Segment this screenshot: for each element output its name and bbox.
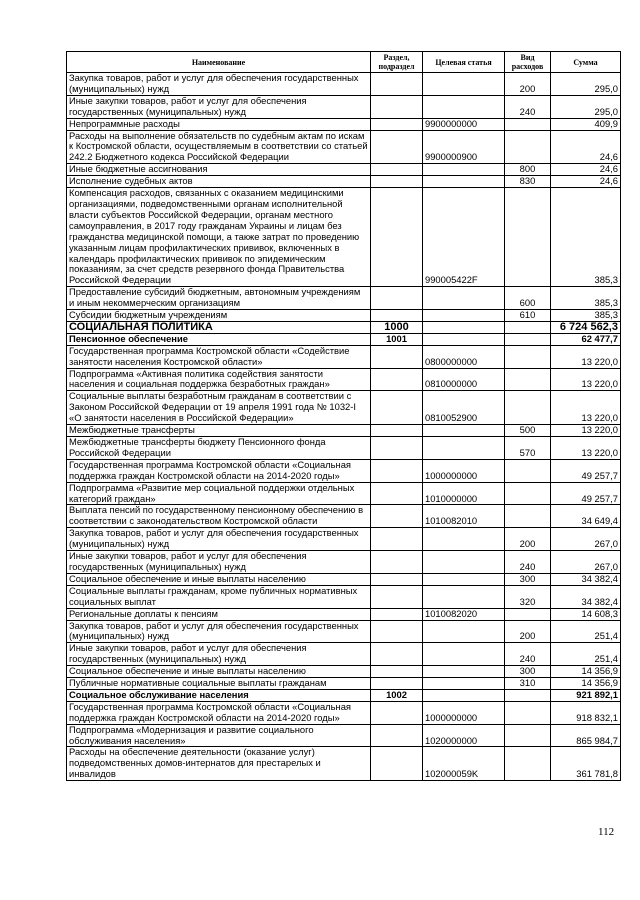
table-row — [67, 724, 621, 747]
row-name-cell: Подпрограмма «Модернизация и развитие социального обслуживания населения» — [67, 724, 371, 747]
row-kind-cell: 200 — [505, 620, 551, 643]
row-name-cell: Исполнение судебных актов — [67, 176, 371, 188]
row-name-cell: Выплата пенсий по государственному пенсионному обеспечению в соответствии с законодательством Костромской области — [67, 505, 371, 528]
row-section-cell — [371, 505, 423, 528]
row-name-cell: Иные закупки товаров, работ и услуг для обеспечения государственных (муниципальных) нужд — [67, 643, 371, 666]
table-row — [67, 118, 621, 130]
row-kind-cell: 800 — [505, 164, 551, 176]
table-body — [67, 73, 621, 781]
row-section-cell — [371, 482, 423, 505]
row-sum-cell: 267,0 — [551, 528, 621, 551]
row-section-cell — [371, 459, 423, 482]
row-target-cell — [423, 321, 505, 333]
row-target-cell — [423, 333, 505, 345]
row-name-cell: Иные бюджетные ассигнования — [67, 164, 371, 176]
row-target-cell — [423, 310, 505, 322]
row-section-cell — [371, 643, 423, 666]
table-row — [67, 391, 621, 425]
row-name-cell: Непрограммные расходы — [67, 118, 371, 130]
table-row — [67, 585, 621, 608]
row-section-cell — [371, 678, 423, 690]
row-section-cell — [371, 528, 423, 551]
row-sum-cell: 921 892,1 — [551, 689, 621, 701]
row-target-cell — [423, 678, 505, 690]
row-kind-cell — [505, 368, 551, 391]
row-sum-cell: 267,0 — [551, 551, 621, 574]
row-name-cell: Иные закупки товаров, работ и услуг для обеспечения государственных (муниципальных) нужд — [67, 551, 371, 574]
table-row — [67, 287, 621, 310]
table-row — [67, 747, 621, 781]
row-sum-cell: 62 477,7 — [551, 333, 621, 345]
row-target-cell: 1020000000 — [423, 724, 505, 747]
row-section-cell — [371, 176, 423, 188]
row-target-cell — [423, 164, 505, 176]
table-row — [67, 164, 621, 176]
row-name-cell: СОЦИАЛЬНАЯ ПОЛИТИКА — [67, 321, 371, 333]
row-kind-cell — [505, 608, 551, 620]
row-kind-cell — [505, 345, 551, 368]
row-target-cell: 1000000000 — [423, 459, 505, 482]
row-sum-cell: 385,3 — [551, 287, 621, 310]
row-target-cell — [423, 620, 505, 643]
row-sum-cell: 13 220,0 — [551, 368, 621, 391]
row-kind-cell: 200 — [505, 528, 551, 551]
table-row — [67, 643, 621, 666]
row-target-cell — [423, 689, 505, 701]
row-target-cell: 1010082020 — [423, 608, 505, 620]
row-name-cell: Предоставление субсидий бюджетным, автономным учреждениям и иным некоммерческим организациям — [67, 287, 371, 310]
row-kind-cell: 300 — [505, 666, 551, 678]
table-row — [67, 689, 621, 701]
row-name-cell: Пенсионное обеспечение — [67, 333, 371, 345]
row-kind-cell — [505, 391, 551, 425]
row-kind-cell — [505, 333, 551, 345]
row-sum-cell: 14 608,3 — [551, 608, 621, 620]
row-target-cell — [423, 551, 505, 574]
row-name-cell: Государственная программа Костромской области «Социальная поддержка граждан Костромской области на 2014-2020 годы» — [67, 459, 371, 482]
row-kind-cell — [505, 747, 551, 781]
row-kind-cell: 200 — [505, 73, 551, 96]
row-kind-cell — [505, 118, 551, 130]
row-kind-cell: 500 — [505, 425, 551, 437]
table-row — [67, 505, 621, 528]
row-sum-cell: 385,3 — [551, 188, 621, 287]
row-name-cell: Подпрограмма «Развитие мер социальной поддержки отдельных категорий граждан» — [67, 482, 371, 505]
table-row — [67, 459, 621, 482]
row-kind-cell: 600 — [505, 287, 551, 310]
row-kind-cell — [505, 724, 551, 747]
row-name-cell: Расходы на обеспечение деятельности (оказание услуг) подведомственных домов-интернатов для престарелых и инвалидов — [67, 747, 371, 781]
row-name-cell: Компенсация расходов, связанных с оказанием медицинскими организациями, подведомственными органам исполнительной власти субъектов Российской Федерации, органам местного самоуправления, в 2017 году гражданам Украины и лицам без гражданства медицинской помощи, а также затрат по проведению указанным лицам профилактических прививок, включенных в календарь профилактических прививок по эпидемическим показаниям, за счет средств резервного фонда Правительства Российской Федерации — [67, 188, 371, 287]
row-section-cell — [371, 391, 423, 425]
row-name-cell: Закупка товаров, работ и услуг для обеспечения государственных (муниципальных) нужд — [67, 620, 371, 643]
row-sum-cell: 24,6 — [551, 176, 621, 188]
row-sum-cell: 295,0 — [551, 95, 621, 118]
row-section-cell — [371, 164, 423, 176]
row-target-cell — [423, 585, 505, 608]
table-row — [67, 73, 621, 96]
row-section-cell — [371, 345, 423, 368]
row-kind-cell — [505, 188, 551, 287]
row-section-cell — [371, 701, 423, 724]
row-section-cell: 1001 — [371, 333, 423, 345]
row-kind-cell — [505, 321, 551, 333]
row-name-cell: Межбюджетные трансферты бюджету Пенсионного фонда Российской Федерации — [67, 437, 371, 460]
row-kind-cell — [505, 701, 551, 724]
row-section-cell — [371, 620, 423, 643]
header-kind: Вид расходов — [505, 52, 551, 73]
row-target-cell: 9900000000 — [423, 118, 505, 130]
row-target-cell: 102000059K — [423, 747, 505, 781]
header-sum: Сумма — [551, 52, 621, 73]
table-row — [67, 188, 621, 287]
table-row — [67, 425, 621, 437]
row-name-cell: Социальное обслуживание населения — [67, 689, 371, 701]
row-kind-cell: 310 — [505, 678, 551, 690]
table-row — [67, 551, 621, 574]
row-name-cell: Государственная программа Костромской области «Социальная поддержка граждан Костромской области на 2014-2020 годы» — [67, 701, 371, 724]
row-target-cell — [423, 425, 505, 437]
row-name-cell: Подпрограмма «Активная политика содействия занятости населения и социальная поддержка безработных граждан» — [67, 368, 371, 391]
row-sum-cell: 24,6 — [551, 164, 621, 176]
row-kind-cell: 240 — [505, 95, 551, 118]
row-target-cell — [423, 528, 505, 551]
row-target-cell — [423, 95, 505, 118]
row-section-cell — [371, 95, 423, 118]
row-target-cell: 9900000900 — [423, 130, 505, 164]
row-name-cell: Государственная программа Костромской области «Содействие занятости населения Костромской области» — [67, 345, 371, 368]
row-sum-cell: 251,4 — [551, 643, 621, 666]
row-target-cell — [423, 73, 505, 96]
row-target-cell — [423, 643, 505, 666]
row-sum-cell: 13 220,0 — [551, 345, 621, 368]
row-name-cell: Социальные выплаты гражданам, кроме публичных нормативных социальных выплат — [67, 585, 371, 608]
table-row — [67, 482, 621, 505]
row-kind-cell: 320 — [505, 585, 551, 608]
row-sum-cell: 34 649,4 — [551, 505, 621, 528]
row-sum-cell: 361 781,8 — [551, 747, 621, 781]
row-kind-cell: 240 — [505, 551, 551, 574]
row-kind-cell: 570 — [505, 437, 551, 460]
budget-table — [66, 51, 621, 781]
table-row — [67, 573, 621, 585]
table-row — [67, 310, 621, 322]
row-sum-cell: 251,4 — [551, 620, 621, 643]
table-row — [67, 176, 621, 188]
row-sum-cell: 34 382,4 — [551, 573, 621, 585]
row-target-cell: 0800000000 — [423, 345, 505, 368]
row-section-cell: 1002 — [371, 689, 423, 701]
row-kind-cell — [505, 482, 551, 505]
row-sum-cell: 13 220,0 — [551, 425, 621, 437]
table-row — [67, 620, 621, 643]
row-section-cell — [371, 437, 423, 460]
table-row — [67, 437, 621, 460]
row-target-cell — [423, 176, 505, 188]
row-target-cell: 0810000000 — [423, 368, 505, 391]
row-kind-cell: 300 — [505, 573, 551, 585]
header-target: Целевая статья — [423, 52, 505, 73]
row-name-cell: Закупка товаров, работ и услуг для обеспечения государственных (муниципальных) нужд — [67, 73, 371, 96]
row-sum-cell: 13 220,0 — [551, 391, 621, 425]
row-sum-cell: 865 984,7 — [551, 724, 621, 747]
header-section: Раздел, подраздел — [371, 52, 423, 73]
row-kind-cell: 610 — [505, 310, 551, 322]
row-kind-cell: 240 — [505, 643, 551, 666]
row-target-cell: 1010082010 — [423, 505, 505, 528]
row-section-cell — [371, 287, 423, 310]
row-sum-cell: 13 220,0 — [551, 437, 621, 460]
row-sum-cell: 409,9 — [551, 118, 621, 130]
row-section-cell — [371, 118, 423, 130]
row-sum-cell: 295,0 — [551, 73, 621, 96]
row-section-cell — [371, 310, 423, 322]
row-section-cell — [371, 747, 423, 781]
table-row — [67, 678, 621, 690]
row-name-cell: Социальное обеспечение и иные выплаты населению — [67, 666, 371, 678]
row-section-cell — [371, 585, 423, 608]
row-sum-cell: 385,3 — [551, 310, 621, 322]
row-name-cell: Межбюджетные трансферты — [67, 425, 371, 437]
table-row — [67, 333, 621, 345]
row-kind-cell — [505, 689, 551, 701]
row-section-cell — [371, 425, 423, 437]
row-name-cell: Социальное обеспечение и иные выплаты населению — [67, 573, 371, 585]
row-section-cell — [371, 724, 423, 747]
row-section-cell — [371, 188, 423, 287]
row-sum-cell: 14 356,9 — [551, 678, 621, 690]
table-row — [67, 368, 621, 391]
page-number: 112 — [598, 826, 615, 838]
row-target-cell — [423, 287, 505, 310]
row-name-cell: Иные закупки товаров, работ и услуг для обеспечения государственных (муниципальных) нужд — [67, 95, 371, 118]
row-sum-cell: 24,6 — [551, 130, 621, 164]
table-row — [67, 666, 621, 678]
table-row — [67, 528, 621, 551]
row-sum-cell: 6 724 562,3 — [551, 321, 621, 333]
row-section-cell — [371, 73, 423, 96]
row-section-cell: 1000 — [371, 321, 423, 333]
row-kind-cell — [505, 130, 551, 164]
header-name: Наименование — [67, 52, 371, 73]
row-sum-cell: 34 382,4 — [551, 585, 621, 608]
row-sum-cell: 918 832,1 — [551, 701, 621, 724]
row-kind-cell — [505, 505, 551, 528]
row-section-cell — [371, 368, 423, 391]
table-row — [67, 95, 621, 118]
row-kind-cell — [505, 459, 551, 482]
row-target-cell: 1010000000 — [423, 482, 505, 505]
row-target-cell — [423, 573, 505, 585]
row-name-cell: Региональные доплаты к пенсиям — [67, 608, 371, 620]
row-section-cell — [371, 573, 423, 585]
table-header — [67, 52, 621, 73]
table-row — [67, 321, 621, 333]
table-row — [67, 608, 621, 620]
row-section-cell — [371, 608, 423, 620]
row-section-cell — [371, 666, 423, 678]
row-target-cell: 0810052900 — [423, 391, 505, 425]
row-target-cell: 990005422F — [423, 188, 505, 287]
row-sum-cell: 49 257,7 — [551, 459, 621, 482]
row-section-cell — [371, 551, 423, 574]
row-target-cell: 1000000000 — [423, 701, 505, 724]
row-section-cell — [371, 130, 423, 164]
row-name-cell: Закупка товаров, работ и услуг для обеспечения государственных (муниципальных) нужд — [67, 528, 371, 551]
row-target-cell — [423, 437, 505, 460]
table-row — [67, 701, 621, 724]
row-name-cell: Расходы на выполнение обязательств по судебным актам по искам к Костромской области, осуществляемым в соответствии со статьей 242.2 Бюджетного кодекса Российской Федерации — [67, 130, 371, 164]
table-row — [67, 130, 621, 164]
row-target-cell — [423, 666, 505, 678]
row-kind-cell: 830 — [505, 176, 551, 188]
row-name-cell: Субсидии бюджетным учреждениям — [67, 310, 371, 322]
row-sum-cell: 49 257,7 — [551, 482, 621, 505]
row-sum-cell: 14 356,9 — [551, 666, 621, 678]
row-name-cell: Публичные нормативные социальные выплаты гражданам — [67, 678, 371, 690]
row-name-cell: Социальные выплаты безработным гражданам в соответствии с Законом Российской Федерации от 19 апреля 1991 года № 1032-I «О занятости населения в Российской Федерации» — [67, 391, 371, 425]
table-row — [67, 345, 621, 368]
